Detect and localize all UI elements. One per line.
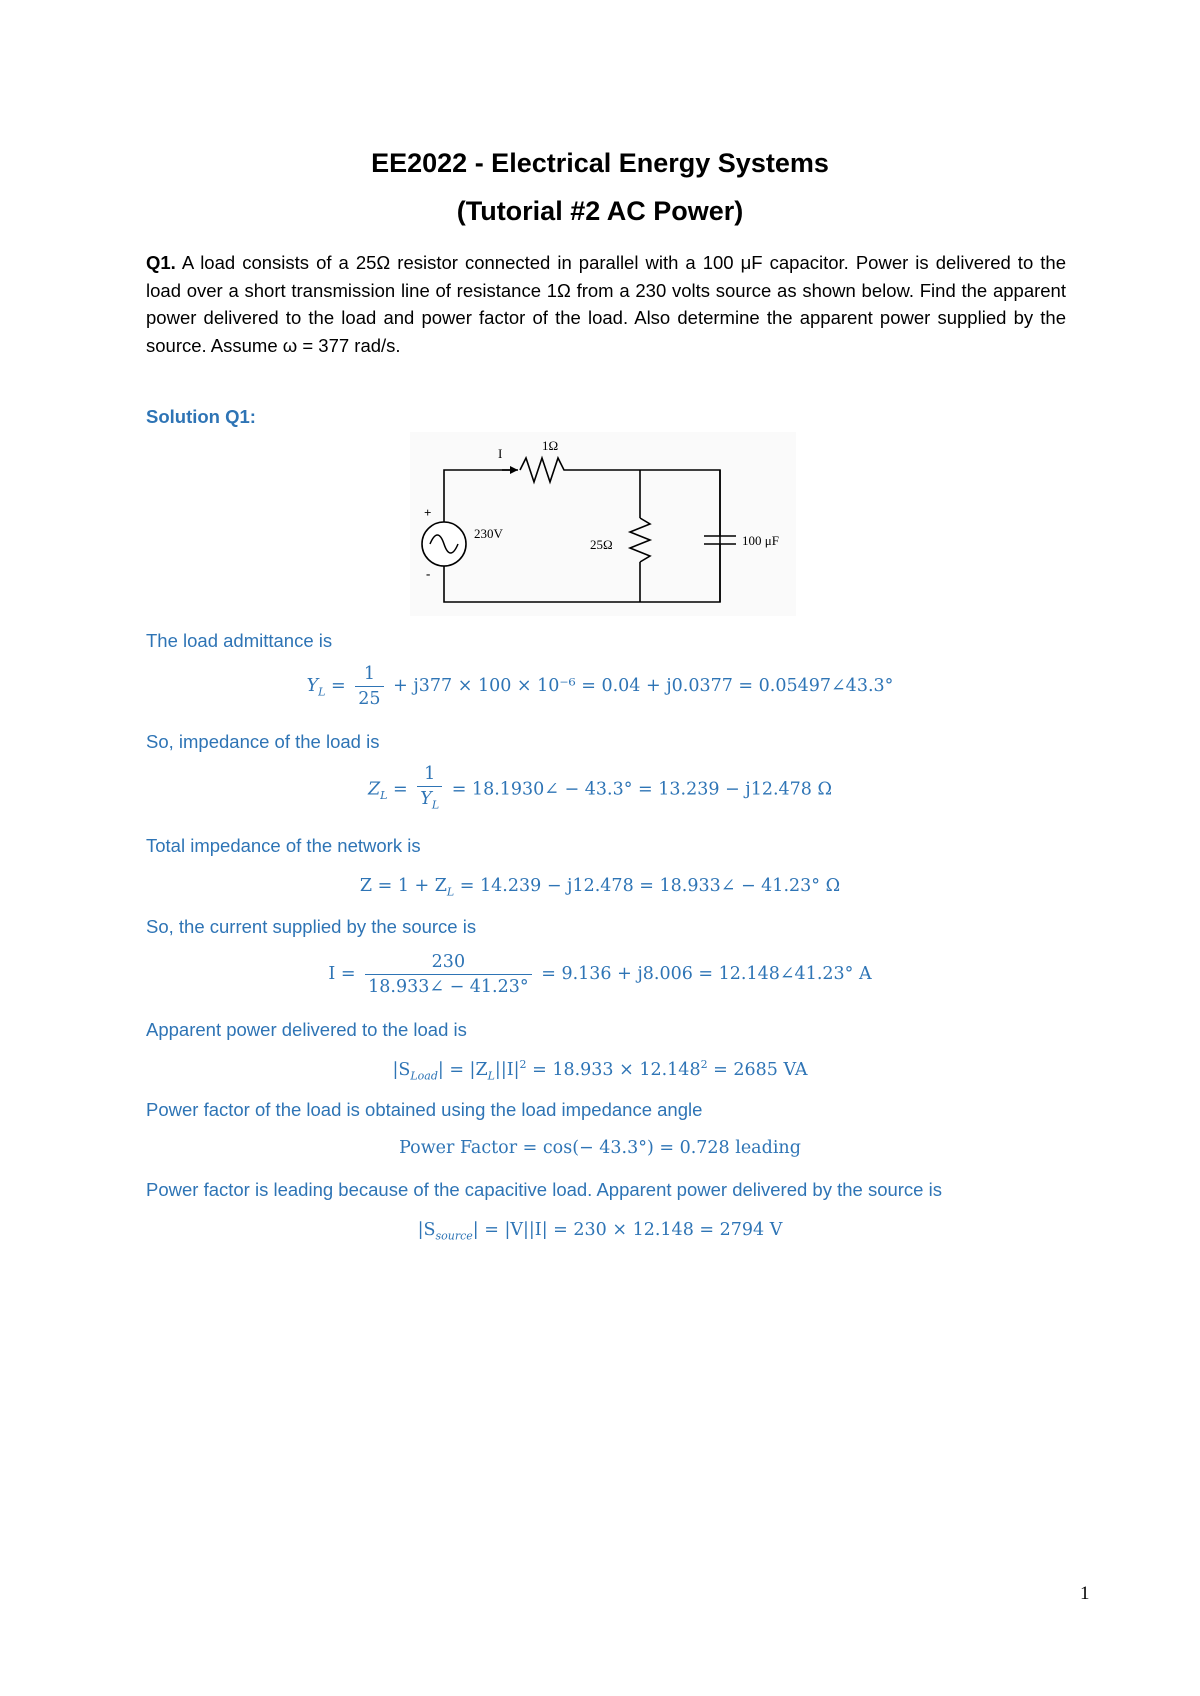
power-factor-text: Power factor of the load is obtained using the load impedance angle [146, 1099, 703, 1120]
source-power-text: Power factor is leading because of the capacitive load. Apparent power delivered by the source is [146, 1179, 942, 1200]
circuit-diagram [410, 432, 796, 616]
admittance-text: The load admittance is [146, 630, 333, 651]
current-label: I [498, 446, 503, 461]
source-plus-label: + [424, 505, 432, 520]
load-capacitor-label: 100 μF [742, 533, 779, 548]
apparent-load-equation: $|S_{Load}| = |Z_L||I|^2 = 18.933 \times 12.148^2 = 2685$ VA [392, 1058, 808, 1083]
apparent-load-text: Apparent power delivered to the load is [146, 1019, 467, 1040]
current-fraction: $\frac{230}{18.933\angle - 41.23^\circ}$ [365, 950, 532, 999]
question-paragraph [146, 249, 1066, 359]
page-number: 1 [1080, 1583, 1090, 1604]
impedance-equation: $Z_L$ = $\frac{1}{Y_L}$ = 18.1930∠ − 43.3° = 13.239 − j12.478 Ω [0, 762, 1200, 818]
question-label: Q1. [146, 252, 176, 273]
load-resistor-symbol [630, 518, 650, 562]
load-resistor-label: 25Ω [590, 537, 613, 552]
admittance-fraction: $\frac{1}{25}$ [355, 662, 383, 711]
total-impedance-equation: $Z = 1 + Z_L = 14.239 - j12.478$ = 18.933∠ − 41.23° Ω [359, 876, 841, 899]
admittance-equation: $Y_L$ = $\frac{1}{25}$ + j377 × 100 × 10⁻⁶ = 0.04 + j0.0377 = 0.05497∠43.3° [306, 664, 894, 709]
source-voltage-label: 230V [474, 526, 503, 541]
circuit-svg [410, 432, 796, 616]
current-equation: I = $\frac{230}{18.933\angle - 41.23^\circ}$ = 9.136 + j8.006 = 12.148∠41.23° A [328, 952, 872, 997]
power-factor-equation: Power Factor = cos(− 43.3°) = 0.728 leading [399, 1138, 801, 1158]
document-subtitle: (Tutorial #2 AC Power) [456, 196, 744, 226]
impedance-text: So, impedance of the load is [146, 731, 380, 752]
document-title: EE2022 - Electrical Energy Systems [371, 148, 829, 178]
current-text: So, the current supplied by the source is [146, 916, 477, 937]
source-minus-label: - [426, 566, 431, 581]
impedance-fraction: $\frac{1}{Y_L}$ [417, 762, 442, 818]
total-impedance-text: Total impedance of the network is [146, 835, 421, 856]
question-text: A load consists of a 25Ω resistor connected in parallel with a 100 μF capacitor. Power is delivered to the load over a short transmission line of resistance 1Ω from a 230 volts source as shown below. Find the apparent power delivered to the load and power factor of the load. Also determine the apparent power supplied by the source. Assume ω = 377 rad/s. [146, 252, 1066, 356]
solution-label: Solution Q1: [146, 406, 256, 427]
current-arrow-icon [510, 466, 518, 474]
source-power-equation: $|S_{source}| = |V||I| = 230 \times 12.148 = 2794$ V [417, 1220, 783, 1243]
line-resistor-label: 1Ω [542, 438, 559, 453]
